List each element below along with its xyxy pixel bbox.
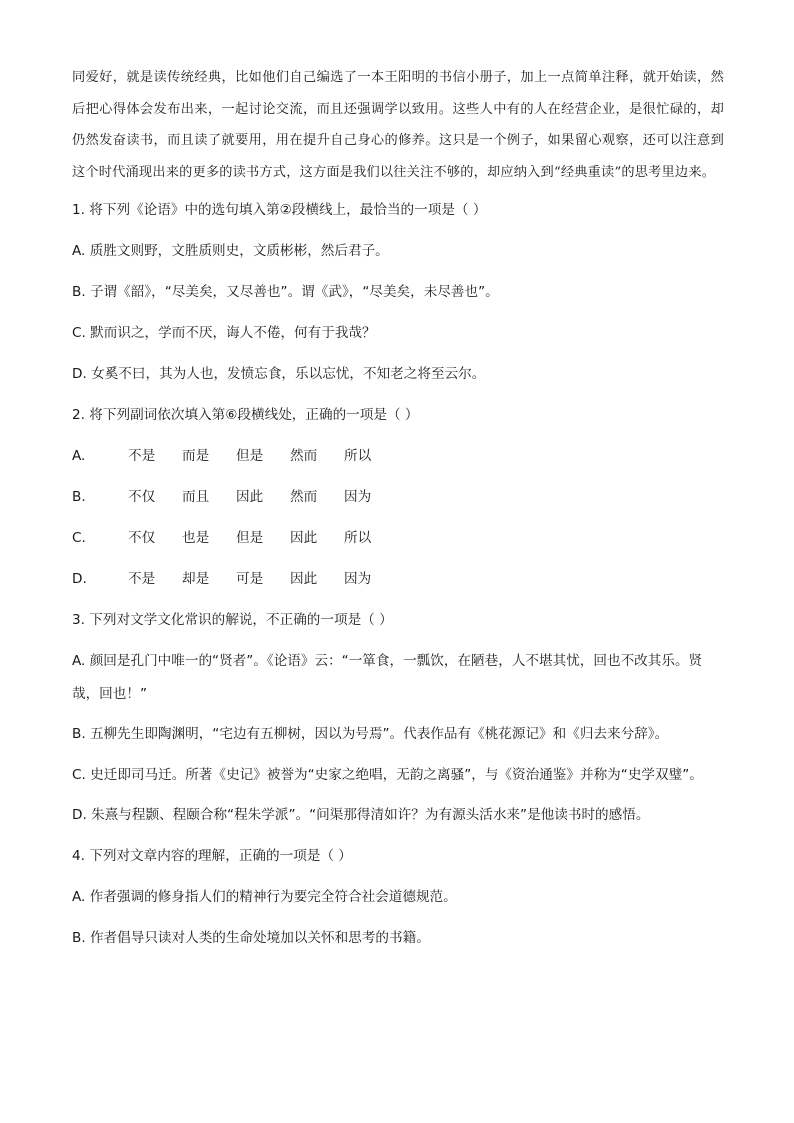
question-4-option-b: B. 作者倡导只读对人类的生命处境加以关怀和思考的书籍。 (72, 930, 430, 946)
question-2-option-c (72, 518, 724, 559)
option-word: 不仅 (128, 530, 156, 546)
option-letter: C. (72, 530, 86, 546)
option-word: 但是 (236, 448, 264, 464)
question-1-option-c: C. 默而识之，学而不厌，诲人不倦，何有于我哉？ (72, 325, 376, 341)
question-1-stem: 1. 将下列《论语》中的选句填入第②段横线上，最恰当的一项是（ ） (72, 202, 487, 218)
option-word: 而且 (182, 489, 210, 505)
option-word: 因为 (344, 571, 372, 587)
option-word: 然而 (290, 489, 318, 505)
option-word: 不是 (128, 571, 156, 587)
question-3-option-d: D. 朱熹与程颢、程颐合称“程朱学派”。“问渠那得清如许？为有源头活水来”是他读书时的感悟。 (72, 807, 650, 823)
option-letter: B. (72, 489, 86, 505)
option-word: 然而 (290, 448, 318, 464)
option-word: 而是 (182, 448, 210, 464)
exam-page (72, 62, 724, 959)
question-1-option-d: D. 女奚不曰，其为人也，发愤忘食，乐以忘忧，不知老之将至云尔。 (72, 366, 486, 382)
option-word: 但是 (236, 530, 264, 546)
option-word: 因此 (290, 571, 318, 587)
question-3-option-b: B. 五柳先生即陶渊明，“宅边有五柳树，因以为号焉”。代表作品有《桃花源记》和《归去来兮辞》。 (72, 726, 669, 742)
option-word: 所以 (344, 530, 372, 546)
question-4-stem: 4. 下列对文章内容的理解，正确的一项是（ ） (72, 848, 352, 864)
option-word: 因为 (344, 489, 372, 505)
option-word: 可是 (236, 571, 264, 587)
option-word: 不仅 (128, 489, 156, 505)
question-2-option-d (72, 559, 724, 600)
option-word: 因此 (236, 489, 264, 505)
option-word: 因此 (290, 530, 318, 546)
question-2-option-a (72, 436, 724, 477)
passage-text: 同爱好，就是读传统经典，比如他们自己编选了一本王阳明的书信小册子，加上一点简单注释，就开始读，然后把心得体会发布出来，一起讨论交流，而且还强调学以致用。这些人中有的人在经营企业，是很忙碌的，却仍然发奋读书，而且读了就要用，用在提升自己身心的修养。这只是一个例子，如果留心观察，还可以注意到这个时代涌现出来的更多的读书方式，这方面是我们以往关注不够的，却应纳入到“经典重读”的思考里边来。 (72, 70, 724, 180)
question-2-stem: 2. 将下列副词依次填入第⑥段横线处，正确的一项是（ ） (72, 407, 419, 423)
question-3-stem: 3. 下列对文学文化常识的解说，不正确的一项是（ ） (72, 612, 393, 628)
question-1-option-a: A. 质胜文则野，文胜质则史，文质彬彬，然后君子。 (72, 243, 389, 259)
option-word: 不是 (128, 448, 156, 464)
question-1-option-b: B. 子谓《韶》，“尽美矣，又尽善也”。谓《武》，“尽美矣，未尽善也”。 (72, 284, 499, 300)
option-letter: A. (72, 448, 86, 464)
question-4-option-a: A. 作者强调的修身指人们的精神行为要完全符合社会道德规范。 (72, 889, 457, 905)
option-word: 却是 (182, 571, 210, 587)
question-3-option-a: A. 颜回是孔门中唯一的“贤者”。《论语》云：“一箪食，一瓢饮，在陋巷，人不堪其忧，回也不改其乐。贤哉，回也！” (72, 653, 703, 702)
option-word: 也是 (182, 530, 210, 546)
question-3-option-c: C. 史迁即司马迁。所著《史记》被誉为“史家之绝唱，无韵之离骚”，与《资治通鉴》并称为“史学双璧”。 (72, 767, 703, 783)
option-word: 所以 (344, 448, 372, 464)
option-letter: D. (72, 571, 87, 587)
question-2-option-b (72, 477, 724, 518)
